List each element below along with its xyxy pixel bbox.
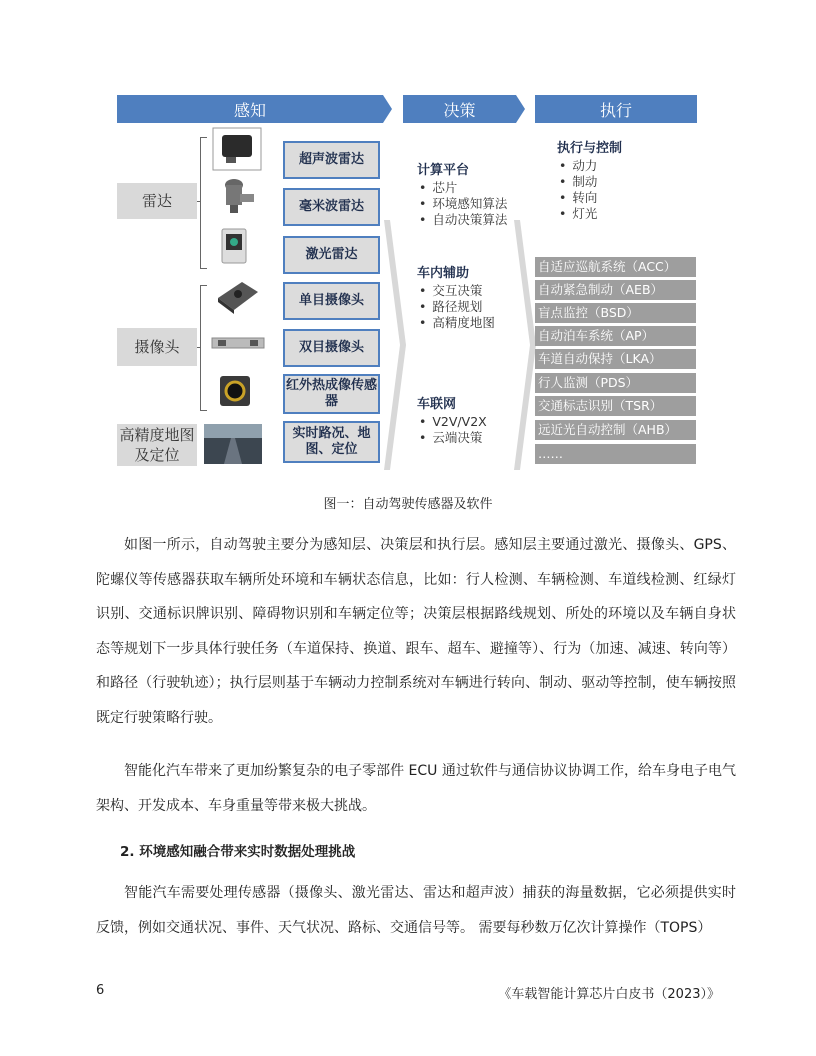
list-item: • 交互决策 — [417, 283, 495, 299]
decision-v2x — [417, 397, 487, 446]
infrared-camera-image — [212, 370, 262, 410]
category-map: 高精度地图 及定位 — [117, 424, 197, 466]
sensor-box: 激光雷达 — [283, 236, 380, 274]
list-item: • 路径规划 — [417, 299, 495, 315]
ultrasonic-radar-image — [212, 127, 262, 171]
figure-caption: 图一：自动驾驶传感器及软件 — [323, 497, 493, 512]
decision-block-title: 计算平台 — [417, 163, 470, 178]
list-item: • 高精度地图 — [417, 315, 495, 331]
decision-computing-platform — [417, 163, 507, 228]
system-item: 盲点监控（BSD） — [535, 303, 696, 323]
list-item: • 自动决策算法 — [417, 212, 507, 228]
bracket-line — [200, 285, 207, 411]
list-item: • 转向 — [557, 190, 622, 206]
header-arrow-icon — [383, 95, 392, 123]
system-item: …… — [535, 444, 696, 464]
execution-control — [557, 141, 622, 222]
list-item: • 芯片 — [417, 180, 507, 196]
list-item: • V2V/V2X — [417, 414, 487, 430]
paragraph: 如图一所示，自动驾驶主要分为感知层、决策层和执行层。感知层主要通过激光、摄像头、GPS、陀螺仪等传感器获取车辆所处环境和车辆状态信息，比如：行人检测、车辆检测、车道线检测、红绿灯识别、交通标识牌识别、障碍物识别和车辆定位等；决策层根据路线规划、所处的环境以及车辆自身状态等规划下一步具体行驶任务（车道保持、换道、跟车、超车、避撞等）、行为（加速、减速、转向等）和路径（行驶轨迹）；执行层则基于车辆动力控制系统对车辆进行转向、制动、驱动等控制，使车辆按照既定行驶策略行驶。 — [96, 537, 736, 726]
bracket-tick — [197, 347, 201, 348]
sensor-box: 单目摄像头 — [283, 282, 380, 320]
page-number: 6 — [96, 983, 105, 998]
sensor-box: 红外热成像传感器 — [283, 374, 380, 414]
paragraph: 智能汽车需要处理传感器（摄像头、激光雷达、雷达和超声波）捕获的海量数据，它必须提供实时反馈，例如交通状况、事件、天气状况、路标、交通信号等。 需要每秒数万亿次计算操作（TOPS） — [96, 885, 736, 936]
bracket-line — [200, 137, 207, 269]
execution-title: 执行与控制 — [557, 141, 623, 156]
list-item: • 云端决策 — [417, 430, 487, 446]
system-item: 自动泊车系统（AP） — [535, 326, 696, 346]
system-item: 自动紧急制动（AEB） — [535, 280, 696, 300]
mmwave-radar-image — [212, 176, 262, 216]
list-item: • 环境感知算法 — [417, 196, 507, 212]
header-decision: 决策 — [403, 95, 516, 123]
header-perception: 感知 — [117, 95, 383, 123]
list-item: • 动力 — [557, 158, 622, 174]
category-radar: 雷达 — [117, 183, 197, 219]
sensor-box: 毫米波雷达 — [283, 188, 380, 226]
header-arrow-icon — [516, 95, 525, 123]
paragraph: 智能化汽车带来了更加纷繁复杂的电子零部件 ECU 通过软件与通信协议协调工作，给车身电子电气架构、开发成本、车身重量等带来极大挑战。 — [96, 763, 736, 814]
footer-title: 《车载智能计算芯片白皮书（2023）》 — [498, 987, 720, 1002]
system-item: 自适应巡航系统（ACC） — [535, 257, 696, 277]
category-camera: 摄像头 — [117, 328, 197, 366]
system-item: 车道自动保持（LKA） — [535, 349, 696, 369]
mono-camera-image — [212, 276, 262, 316]
sensor-box: 双目摄像头 — [283, 329, 380, 367]
chevron-right-icon — [384, 220, 406, 470]
system-item: 行人监测（PDS） — [535, 373, 696, 393]
map-road-image — [204, 424, 262, 464]
list-item: • 灯光 — [557, 206, 622, 222]
decision-block-title: 车联网 — [417, 397, 457, 412]
chevron-right-icon — [514, 220, 536, 470]
lidar-image — [212, 226, 262, 266]
decision-in-car-assist — [417, 266, 495, 331]
section-heading: 2. 环境感知融合带来实时数据处理挑战 — [120, 844, 356, 860]
list-item: • 制动 — [557, 174, 622, 190]
system-item: 远近光自动控制（AHB） — [535, 420, 696, 440]
sensor-box: 实时路况、地图、定位 — [283, 421, 380, 463]
decision-block-title: 车内辅助 — [417, 266, 470, 281]
stereo-camera-image — [210, 330, 266, 356]
bracket-tick — [197, 201, 201, 202]
header-execution: 执行 — [535, 95, 697, 123]
system-item: 交通标志识别（TSR） — [535, 396, 696, 416]
sensor-box: 超声波雷达 — [283, 141, 380, 179]
